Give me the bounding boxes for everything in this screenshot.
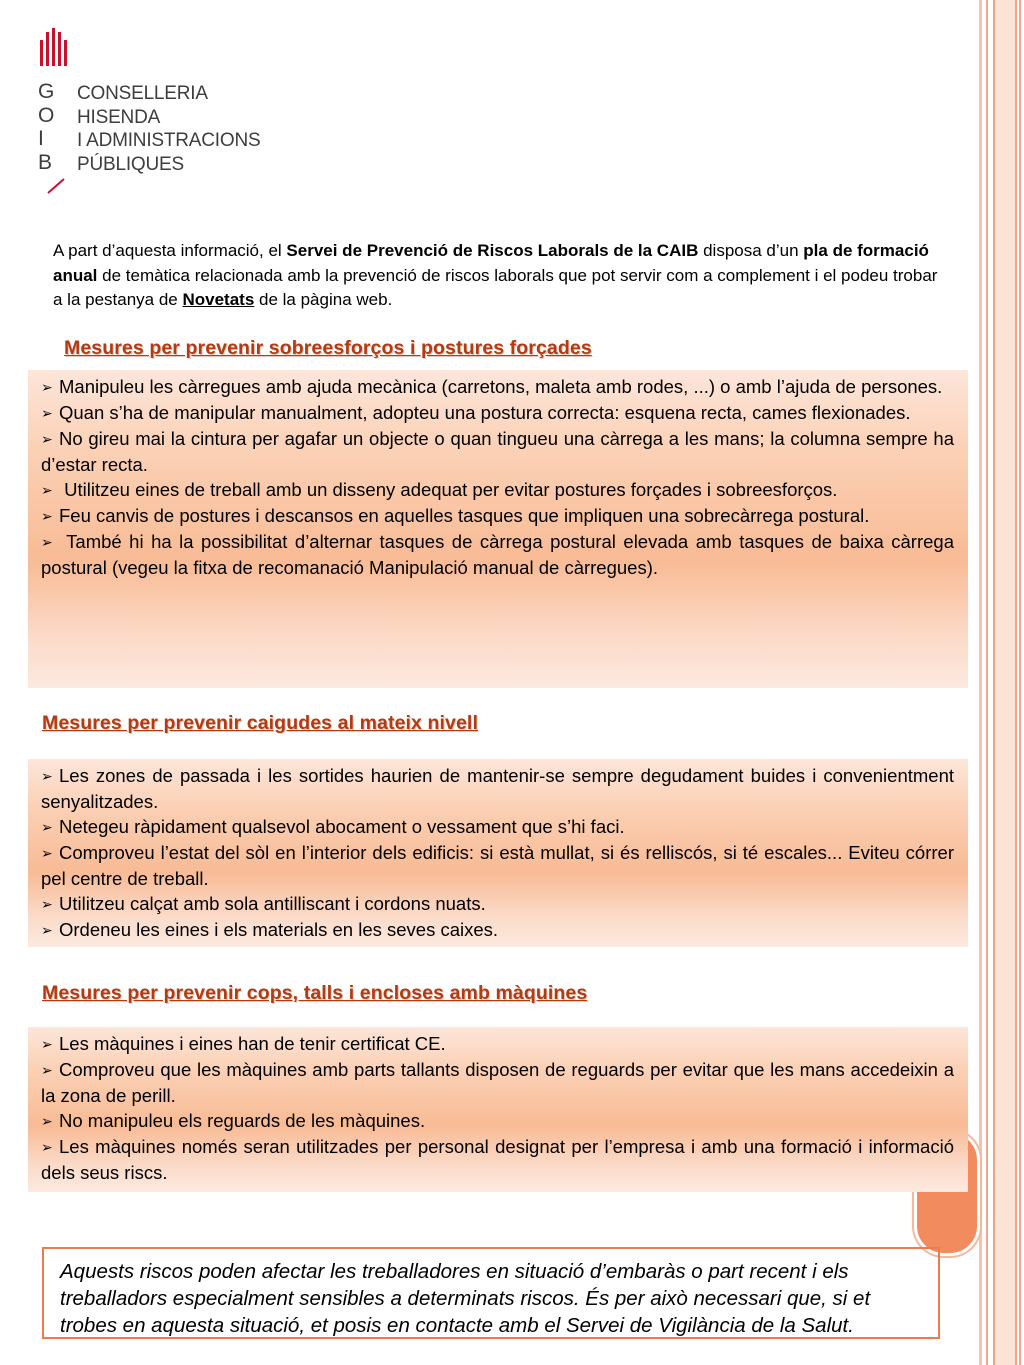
measures-box xyxy=(28,1027,968,1192)
arrow-bullet-icon: ➢ xyxy=(41,534,53,550)
intro-bold: Servei de Prevenció de Riscos Laborals de la CAIB xyxy=(286,241,699,260)
arrow-bullet-icon: ➢ xyxy=(41,1036,53,1052)
list-item xyxy=(41,529,954,580)
intro-paragraph xyxy=(53,239,948,313)
list-item xyxy=(41,1057,954,1108)
arrow-bullet-icon: ➢ xyxy=(41,845,53,861)
list-item-text: No gireu mai la cintura per agafar un objecte o quan tingueu una càrrega a les mans; la columna sempre ha d’estar recta. xyxy=(41,428,954,475)
list-item xyxy=(41,426,954,477)
list-item xyxy=(41,374,954,400)
list-item-text: Quan s’ha de manipular manualment, adopteu una postura correcta: esquena recta, cames flexionades. xyxy=(59,402,911,423)
arrow-bullet-icon: ➢ xyxy=(41,1139,53,1155)
arrow-bullet-icon: ➢ xyxy=(41,482,53,498)
list-item xyxy=(41,840,954,891)
list-item-text: També hi ha la possibilitat d’alternar tasques de càrrega postural elevada amb tasques de baixa càrrega postural (vegeu la fitxa de recomanació Manipulació manual de càrregues). xyxy=(41,531,954,578)
arrow-bullet-icon: ➢ xyxy=(41,768,53,784)
list-item xyxy=(41,1108,954,1134)
goib-bars-icon xyxy=(40,28,72,68)
list-item xyxy=(41,814,954,840)
measures-box xyxy=(28,759,968,947)
intro-text: de la pàgina web. xyxy=(254,290,393,309)
measures-box xyxy=(28,370,968,688)
list-item-text: Les màquines i eines han de tenir certificat CE. xyxy=(59,1033,446,1054)
arrow-bullet-icon: ➢ xyxy=(41,896,53,912)
list-item-text: Utilitzeu eines de treball amb un disseny adequat per evitar postures forçades i sobreesforços. xyxy=(59,479,838,500)
list-item-text: Les màquines només seran utilitzades per personal designat per l’empresa i amb una formació i informació dels seus riscs. xyxy=(41,1136,954,1183)
arrow-bullet-icon: ➢ xyxy=(41,508,53,524)
list-item xyxy=(41,763,954,814)
list-item-text: Comproveu que les màquines amb parts tallants disposen de reguards per evitar que les mans accedeixin a la zona de perill. xyxy=(41,1059,954,1106)
logo-department xyxy=(77,82,260,176)
decor-stripe xyxy=(993,0,1017,1365)
arrow-bullet-icon: ➢ xyxy=(41,405,53,421)
list-item-text: Netegeu ràpidament qualsevol abocament o vessament que s’hi faci. xyxy=(59,816,625,837)
list-item xyxy=(41,503,954,529)
logo-line: I ADMINISTRACIONS xyxy=(77,130,261,151)
logo-letter: I xyxy=(38,127,44,150)
list-item-text: Ordeneu les eines i els materials en les seves caixes. xyxy=(59,919,499,940)
list-item-text: No manipuleu els reguards de les màquines. xyxy=(59,1110,426,1131)
arrow-bullet-icon: ➢ xyxy=(41,379,53,395)
section-heading: Mesures per prevenir sobreesforços i postures forçades xyxy=(64,337,592,359)
list-item-text: Feu canvis de postures i descansos en aquelles tasques que impliquen una sobrecàrrega postural. xyxy=(59,505,870,526)
logo-line: PÚBLIQUES xyxy=(77,153,184,175)
arrow-bullet-icon: ➢ xyxy=(41,819,53,835)
list-item xyxy=(41,1134,954,1185)
list-item-text: Comproveu l’estat del sòl en l’interior dels edificis: si està mullat, si és relliscós, si té escales... Eviteu córrer pel centre de treball. xyxy=(41,842,954,889)
goib-letters xyxy=(38,80,62,174)
logo-line: CONSELLERIA xyxy=(77,83,208,104)
intro-bold: pla de formació anual xyxy=(53,241,929,285)
decor-stripe xyxy=(1019,0,1021,1365)
logo-letter: G xyxy=(38,80,55,103)
logo-letter: O xyxy=(38,103,55,127)
arrow-bullet-icon: ➢ xyxy=(41,922,53,938)
list-item xyxy=(41,891,954,917)
logo-slash-icon xyxy=(46,177,66,195)
list-item-text: Manipuleu les càrregues amb ajuda mecànica (carretons, maleta amb rodes, ...) o amb l’ajuda de persones. xyxy=(59,376,943,397)
section-heading: Mesures per prevenir caigudes al mateix nivell xyxy=(42,712,478,734)
logo-letter: B xyxy=(38,150,53,174)
logo-line: HISENDA xyxy=(77,106,161,128)
health-note: Aquests riscos poden afectar les treballadores en situació d’embaràs o part recent i els treballadors especialment sensibles a determinats riscos. És per això necessari que, si et trobes en aquesta situació, et posis en contacte amb el Servei de Vigilància de la Salut. xyxy=(42,1247,940,1339)
arrow-bullet-icon: ➢ xyxy=(41,431,53,447)
arrow-bullet-icon: ➢ xyxy=(41,1062,53,1078)
section-heading: Mesures per prevenir cops, talls i encloses amb màquines xyxy=(42,982,588,1004)
list-item-text: Les zones de passada i les sortides haurien de mantenir-se sempre degudament buides i convenientment senyalitzades. xyxy=(41,765,954,812)
list-item xyxy=(41,1031,954,1057)
arrow-bullet-icon: ➢ xyxy=(41,1113,53,1129)
novetats-link[interactable]: Novetats xyxy=(182,290,255,309)
decor-stripe xyxy=(986,0,988,1365)
list-item xyxy=(41,400,954,426)
intro-text: A part d’aquesta informació, el xyxy=(53,241,287,260)
list-item-text: Utilitzeu calçat amb sola antilliscant i cordons nuats. xyxy=(59,893,486,914)
list-item xyxy=(41,477,954,503)
intro-text: disposa d’un xyxy=(698,241,804,260)
list-item xyxy=(41,917,954,943)
intro-text: de temàtica relacionada amb la prevenció de riscos laborals que pot servir com a complement i el podeu trobar a la pestanya de xyxy=(53,265,938,309)
